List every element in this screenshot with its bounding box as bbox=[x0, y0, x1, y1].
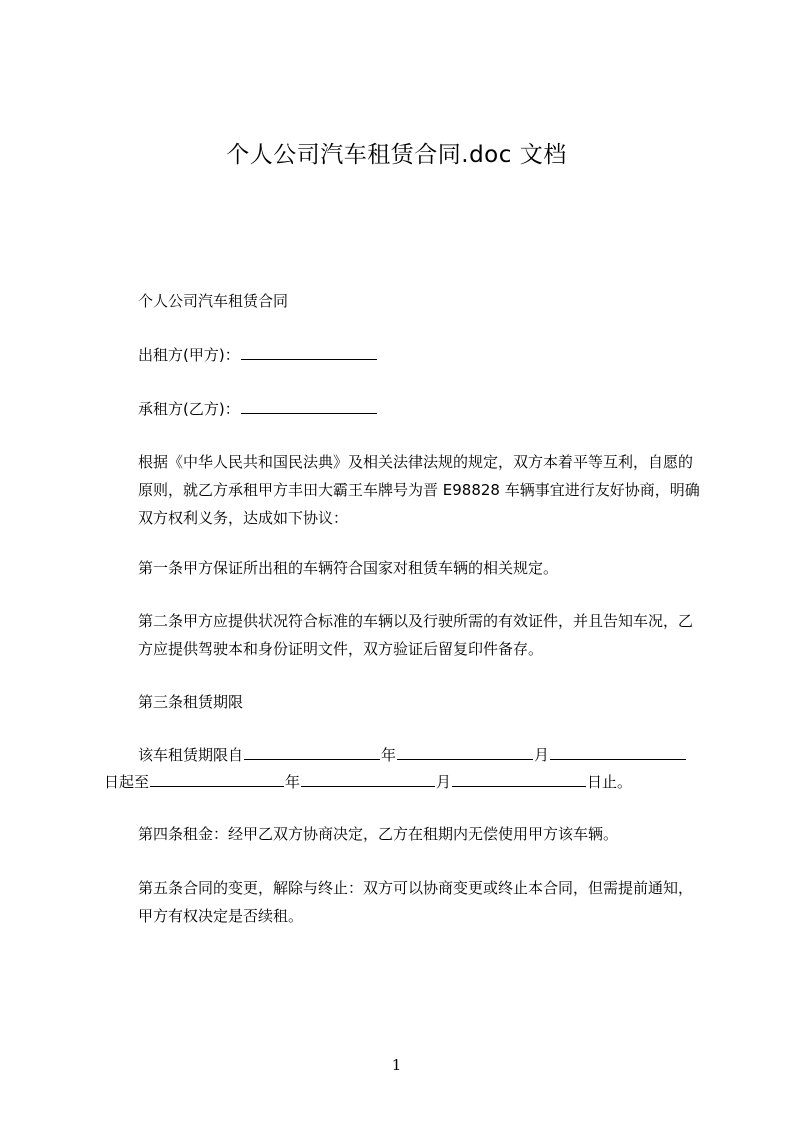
start-month-label: 月 bbox=[534, 746, 550, 764]
lessee-label: 承租方(乙方)： bbox=[138, 400, 240, 418]
preamble-paragraph bbox=[104, 448, 700, 532]
lease-term-start: 该车租赁期限自 bbox=[138, 746, 244, 764]
document-title: 个人公司汽车租赁合同.doc 文档 bbox=[226, 142, 567, 168]
end-day-blank bbox=[452, 772, 586, 787]
lessor-blank bbox=[241, 345, 377, 360]
end-year-label: 年 bbox=[285, 773, 301, 791]
lessor-line bbox=[138, 344, 378, 366]
article-3-title: 第三条租赁期限 bbox=[138, 693, 244, 711]
contract-heading: 个人公司汽车租赁合同 bbox=[138, 292, 289, 310]
lessee-line bbox=[138, 398, 378, 420]
lease-term-line-1 bbox=[138, 744, 687, 766]
end-year-blank bbox=[150, 772, 284, 787]
article-5: 第五条合同的变更，解除与终止：双方可以协商变更或终止本合同，但需提前通知，甲方有权决定是否续租。 bbox=[138, 879, 694, 925]
article-4: 第四条租金：经甲乙双方协商决定，乙方在租期内无偿使用甲方该车辆。 bbox=[138, 825, 619, 843]
lease-term-line-2 bbox=[104, 771, 632, 793]
preamble-text: 根据《中华人民共和国民法典》及相关法律法规的规定，双方本着平等互利，自愿的原则，就乙方承租甲方丰田大霸王车牌号为晋 E98828 车辆事宜进行友好协商，明确双方权利义务，达成如下协议： bbox=[138, 453, 700, 527]
article-5-paragraph bbox=[104, 874, 700, 930]
page-number: 1 bbox=[391, 1056, 402, 1074]
lessor-label: 出租方(甲方)： bbox=[138, 346, 240, 364]
lessee-blank bbox=[241, 399, 377, 414]
article-2-paragraph bbox=[104, 607, 700, 663]
start-month-blank bbox=[397, 745, 533, 760]
end-month-label: 月 bbox=[436, 773, 452, 791]
article-2: 第二条甲方应提供状况符合标准的车辆以及行驶所需的有效证件，并且告知车况，乙方应提供驾驶本和身份证明文件，双方验证后留复印件备存。 bbox=[138, 612, 694, 658]
start-day-blank bbox=[550, 745, 686, 760]
start-year-blank bbox=[244, 745, 380, 760]
end-month-blank bbox=[301, 772, 435, 787]
day-to-label: 日起至 bbox=[104, 773, 150, 791]
start-year-label: 年 bbox=[381, 746, 397, 764]
article-1: 第一条甲方保证所出租的车辆符合国家对租赁车辆的相关规定。 bbox=[138, 559, 559, 577]
day-end-label: 日止。 bbox=[587, 773, 633, 791]
